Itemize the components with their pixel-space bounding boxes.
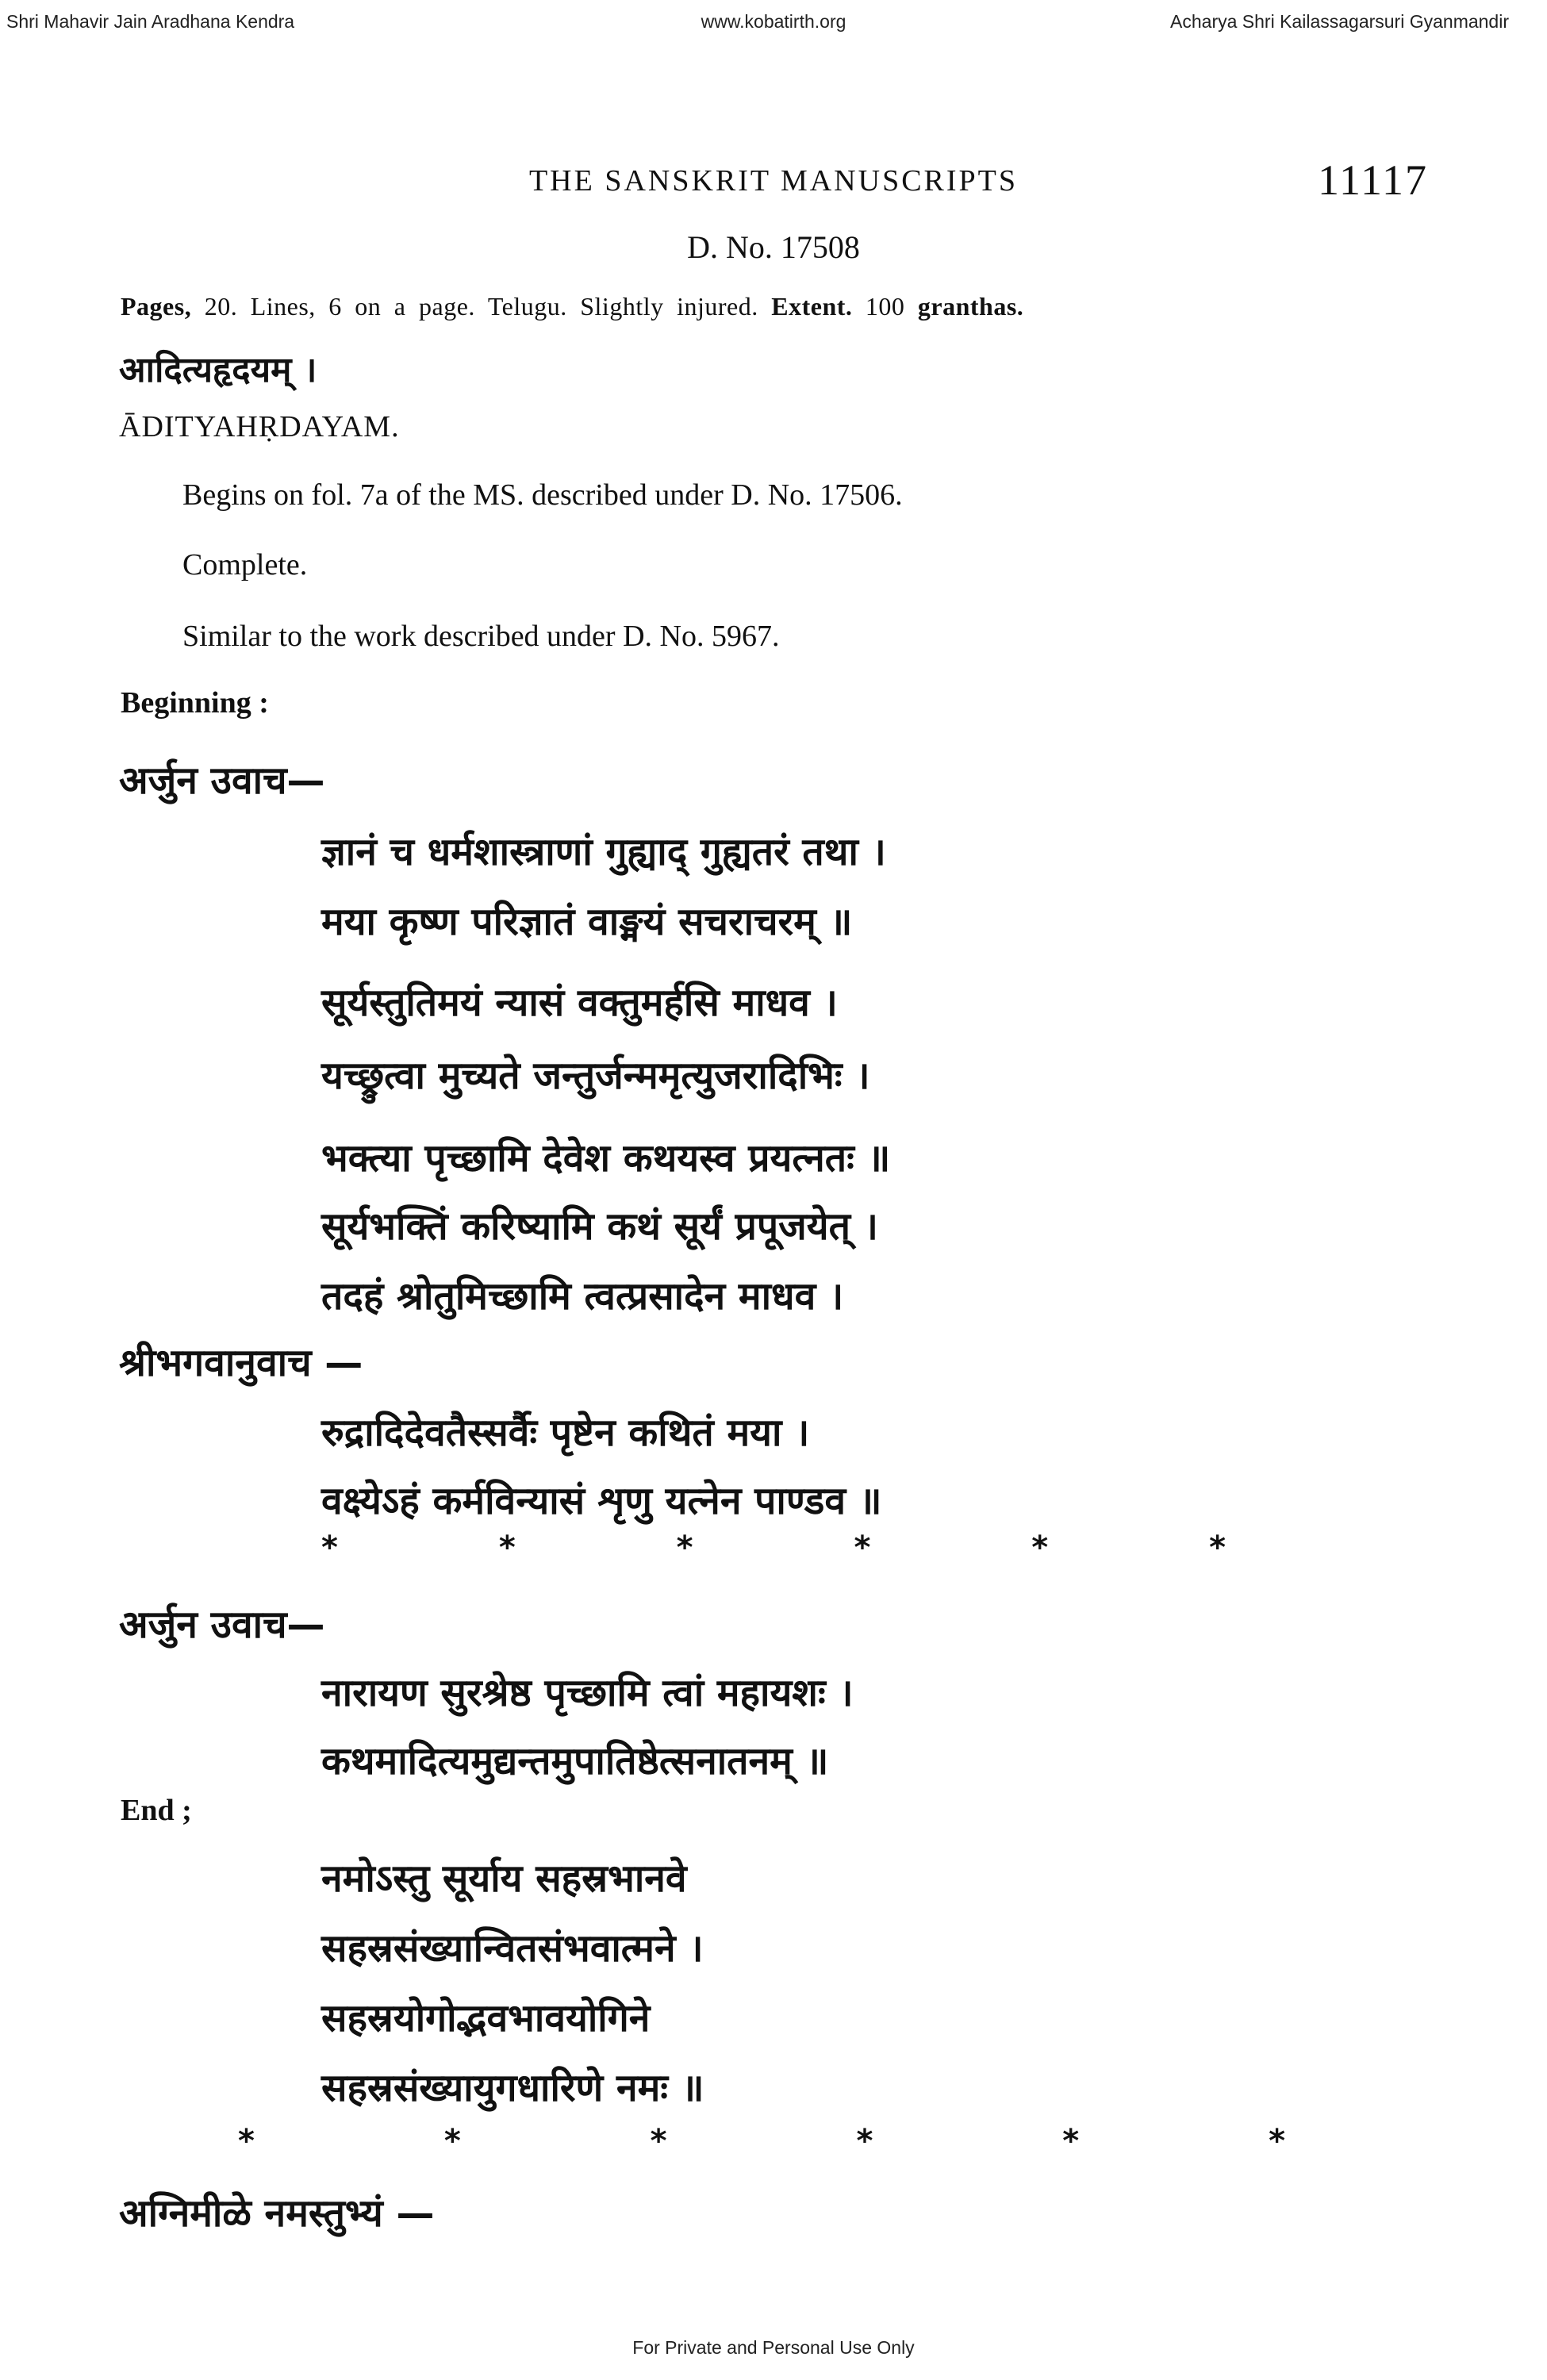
pages-value: 20. <box>204 292 238 321</box>
verse-line: यच्छ्रुत्वा मुच्यते जन्तुर्जन्ममृत्युजरादिभिः । <box>321 1054 870 1098</box>
end-verse-line: नमोऽस्तु सूर्याय सहस्रभानवे <box>321 1856 687 1901</box>
header-site-url: www.kobatirth.org <box>701 11 846 32</box>
verse-line: भक्त्या पृच्छामि देवेश कथयस्व प्रयत्नतः ॥ <box>321 1136 891 1180</box>
verse-line: कथमादित्यमुद्यन्तमुपातिष्ठेत्सनातनम् ॥ <box>321 1739 829 1783</box>
verse-line: सूर्यस्तुतिमयं न्यासं वक्तुमर्हसि माधव । <box>321 981 838 1025</box>
end-verse-line: सहस्रसंख्यान्वितसंभवात्मने । <box>321 1926 704 1971</box>
separator-star: * <box>1269 2123 1285 2159</box>
verse-line: वक्ष्येऽहं कर्मविन्यासं शृणु यत्नेन पाण्डव ॥ <box>321 1479 882 1523</box>
end-verse-line: सहस्रसंख्यायुगधारिणे नमः ॥ <box>321 2066 704 2110</box>
end-verse-line: सहस्रयोगोद्भवभावयोगिने <box>321 1996 651 2040</box>
separator-star: * <box>1031 1530 1049 1566</box>
script-value: Telugu. <box>487 292 567 321</box>
separator-stars <box>321 1530 1226 1566</box>
separator-star: * <box>1062 2123 1080 2159</box>
separator-star: * <box>498 1530 516 1566</box>
separator-star: * <box>443 2123 461 2159</box>
speaker-line: श्रीभगवानुवाच — <box>119 1341 363 1385</box>
separator-star: * <box>856 2123 873 2159</box>
verse-line: नारायण सुरश्रेष्ठ पृच्छामि त्वां महायशः । <box>321 1671 854 1715</box>
separator-star: * <box>650 2123 667 2159</box>
end-separator-stars <box>238 2123 1285 2159</box>
running-title: THE SANSKRIT MANUSCRIPTS <box>528 164 1019 198</box>
extent-value: 100 <box>865 292 905 321</box>
condition-value: Slightly injured. <box>580 292 758 321</box>
separator-star: * <box>238 2123 255 2159</box>
entry-description <box>121 292 1023 321</box>
beginning-label: Beginning : <box>121 686 269 720</box>
entry-number: D. No. 17508 <box>687 229 860 265</box>
pages-label: Pages, <box>121 292 192 321</box>
title-roman: ĀDITYAHṚDAYAM. <box>119 410 400 443</box>
lines-value: Lines, 6 on a page. <box>250 292 475 321</box>
header-site-right: Acharya Shri Kailassagarsuri Gyanmandir <box>1170 11 1509 32</box>
separator-star: * <box>1209 1530 1226 1566</box>
verse-line: तदहं श्रोतुमिच्छामि त्वत्प्रसादेन माधव । <box>321 1274 844 1319</box>
title-devanagari: आदित्यहृदयम् । <box>119 350 317 390</box>
header-site-left: Shri Mahavir Jain Aradhana Kendra <box>6 11 295 32</box>
verse-line: रुद्रादिदेवतैस्सर्वैः पृष्टेन कथितं मया । <box>321 1411 810 1455</box>
end-label: End ; <box>121 1794 192 1827</box>
note-complete: Complete. <box>182 548 308 582</box>
speaker-line: अर्जुन उवाच— <box>119 1603 325 1647</box>
separator-star: * <box>676 1530 693 1566</box>
note-similar: Similar to the work described under D. No. 5967. <box>182 620 780 653</box>
extent-unit: granthas. <box>917 292 1024 321</box>
speaker-line: अर्जुन उवाच— <box>119 758 325 803</box>
separator-star: * <box>321 1530 338 1566</box>
next-entry-line: अग्निमीळे नमस्तुभ्यं — <box>119 2191 435 2236</box>
extent-label: Extent. <box>771 292 853 321</box>
note-begins: Begins on fol. 7a of the MS. described under D. No. 17506. <box>182 478 903 512</box>
separator-star: * <box>854 1530 871 1566</box>
page-number: 11117 <box>1318 156 1428 204</box>
footer-notice: For Private and Personal Use Only <box>632 2337 915 2358</box>
verse-line: ज्ञानं च धर्मशास्त्राणां गुह्याद् गुह्यतरं तथा । <box>321 830 886 874</box>
verse-line: सूर्यभक्तिं करिष्यामि कथं सूर्यं प्रपूजयेत् । <box>321 1204 878 1249</box>
verse-line: मया कृष्ण परिज्ञातं वाङ्मयं सचराचरम् ॥ <box>321 900 853 944</box>
